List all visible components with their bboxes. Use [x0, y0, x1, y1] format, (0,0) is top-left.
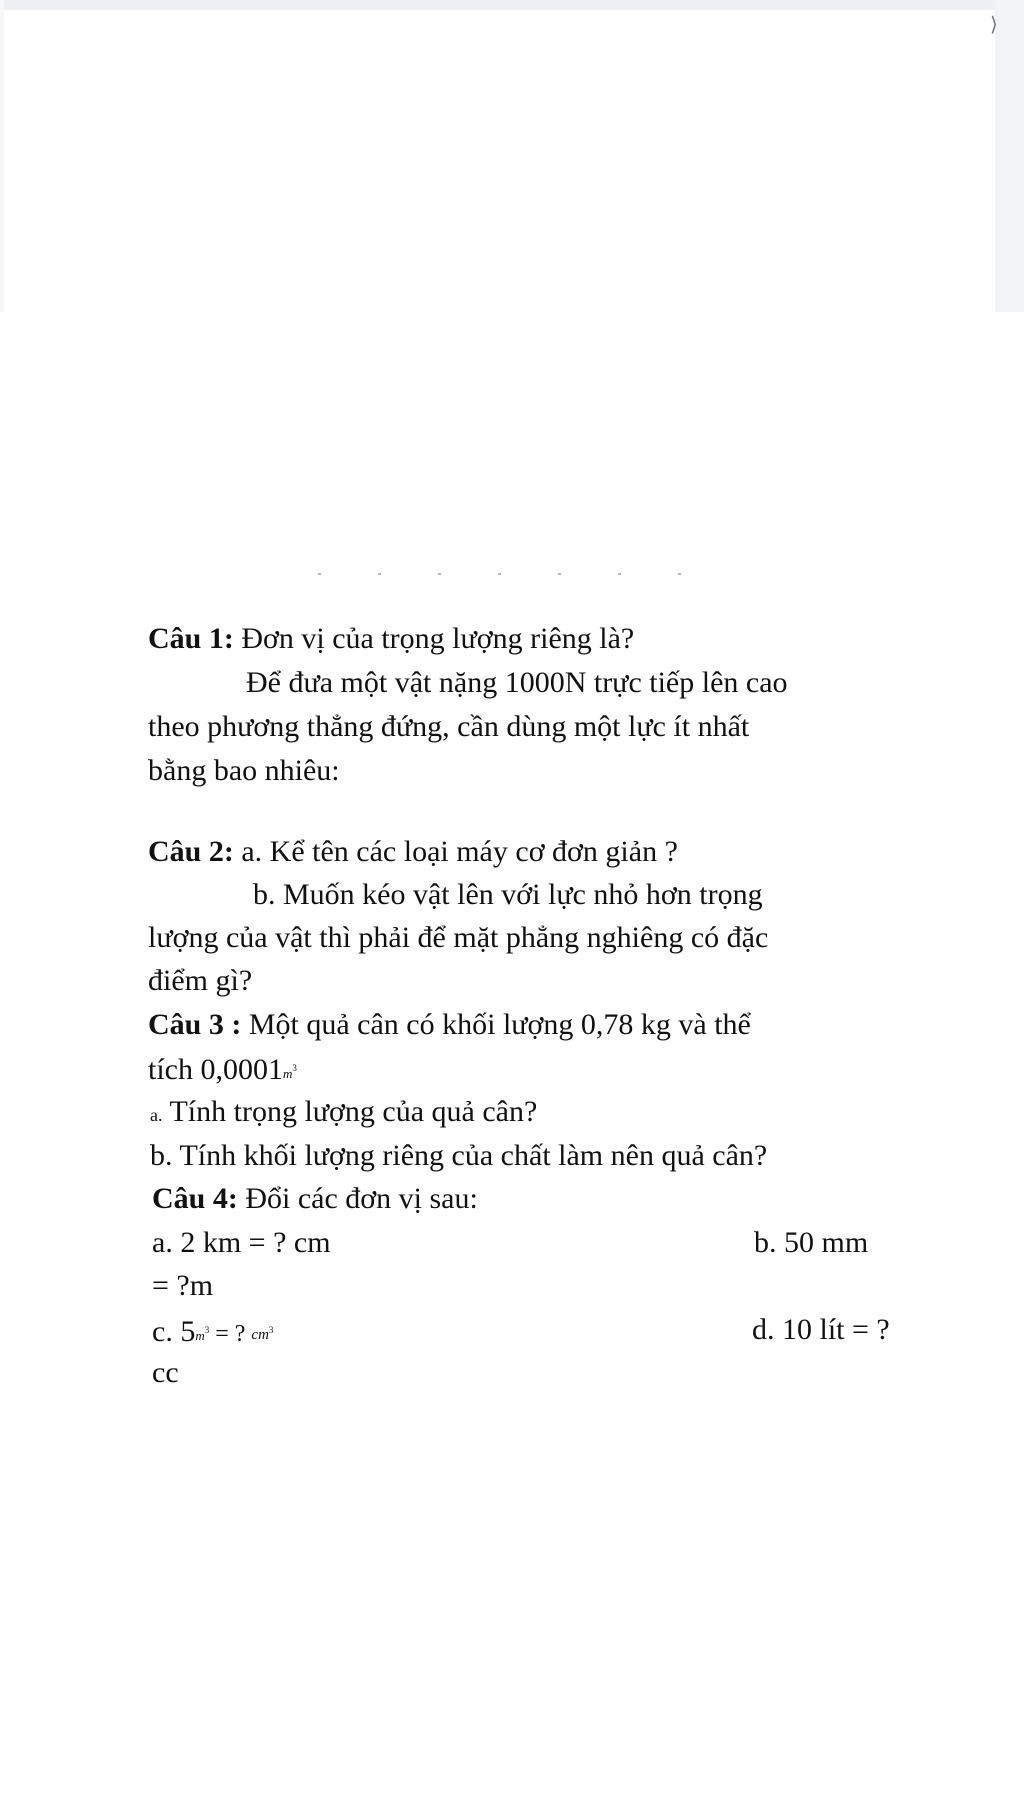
- q4-b-cont: = ?m: [152, 1269, 214, 1302]
- q2-line-3: lượng của vật thì phải để mặt phẳng nghiêng có đặc: [148, 921, 769, 954]
- q2-label: Câu 2:: [148, 835, 234, 868]
- q2-line-2: b. Muốn kéo vật lên với lực nhỏ hơn trọng: [253, 878, 763, 911]
- q1-label: Câu 1:: [148, 622, 234, 655]
- q4-a: a. 2 km = ? cm: [152, 1226, 331, 1259]
- q3-unit: m: [283, 1066, 293, 1081]
- q4-c-mid: = ?: [209, 1321, 252, 1347]
- q3-unit-exp: 3: [292, 1063, 297, 1073]
- q3-a-marker: a.: [150, 1105, 163, 1125]
- q4-c-unit2: cm: [251, 1327, 269, 1343]
- q1-line-2: Để đưa một vật nặng 1000N trực tiếp lên cao: [246, 666, 788, 699]
- q3-label: Câu 3 :: [148, 1008, 242, 1041]
- bracket-icon[interactable]: ⟩: [990, 12, 998, 36]
- q4-c-exp2: 3: [268, 1325, 274, 1335]
- q4-c: [152, 1312, 273, 1354]
- q3-text-2: tích 0,0001: [148, 1053, 283, 1086]
- q3-line-1: [148, 1007, 751, 1043]
- q1-line-1: [148, 621, 634, 657]
- q3-text-1: Một quả cân có khối lượng 0,78 kg và thể: [241, 1008, 751, 1041]
- q4-label: Câu 4:: [152, 1182, 238, 1215]
- q3-line-2: [148, 1050, 297, 1092]
- q3-a-text: Tính trọng lượng của quả cân?: [162, 1095, 538, 1128]
- q3-part-a: [150, 1094, 537, 1133]
- q4-text-1: Đổi các đơn vị sau:: [237, 1182, 478, 1215]
- q4-c-prefix: c. 5: [152, 1315, 196, 1348]
- q3-part-b: b. Tính khối lượng riêng của chất làm nên quả cân?: [150, 1139, 768, 1172]
- q1-line-3: theo phương thẳng đứng, cần dùng một lực ít nhất: [148, 710, 750, 743]
- q4-b: b. 50 mm: [754, 1226, 869, 1259]
- q4-line-1: [152, 1181, 478, 1217]
- q2-text-1: a. Kể tên các loại máy cơ đơn giản ?: [233, 835, 678, 868]
- q4-c-unit: m: [195, 1328, 205, 1343]
- q4-d: d. 10 lít = ?: [752, 1313, 890, 1346]
- q4-d-cont: cc: [152, 1356, 179, 1389]
- q1-line-4: bằng bao nhiêu:: [148, 754, 340, 787]
- q1-text-1: Đơn vị của trọng lượng riêng là?: [233, 622, 635, 655]
- q2-line-4: điểm gì?: [148, 964, 253, 997]
- q2-line-1: [148, 834, 678, 870]
- q4-c-exp: 3: [204, 1325, 210, 1335]
